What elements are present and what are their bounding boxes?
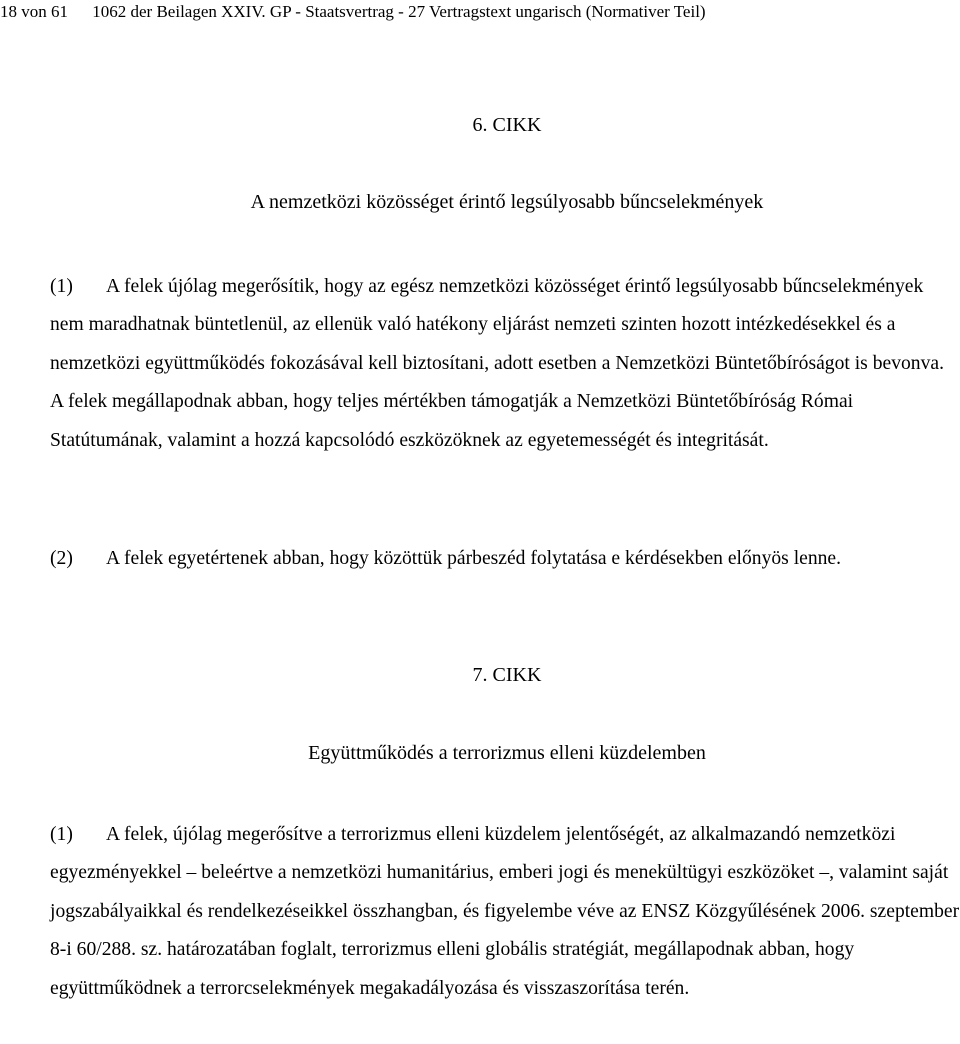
- paragraph-number: (1): [50, 276, 73, 297]
- paragraph-text: A felek, újólag megerősítve a terrorizmus elleni küzdelem jelentőségét, az alkalmazandó nemzetközi egyezményekkel – beleértve a nemzetközi humanitárius, emberi jogi és menekültügyi eszközöket –, valamint saját jogszabályaikkal és rendelkezéseikkel összhangban, és figyelembe véve az ENSZ Közgyűlésének 2006. szeptember 8-i 60/288. sz. határozatában foglalt, terrorizmus elleni globális stratégiát, megállapodnak abban, hogy együttműködnek a terrorcselekmények megakadályozása és visszaszorítása terén.: [50, 824, 960, 999]
- article-6-paragraph-1: [50, 268, 960, 460]
- article-6-title: A nemzetközi közösséget érintő legsúlyosabb bűncselekmények: [250, 191, 764, 213]
- article-7-paragraph-1: [50, 816, 960, 1008]
- article-7-number: 7. CIKK: [472, 664, 542, 686]
- page-number: 18 von 61: [0, 2, 68, 21]
- paragraph-text: A felek egyetértenek abban, hogy közöttük párbeszéd folytatása e kérdésekben előnyös lenne.: [106, 548, 842, 569]
- article-6-number: 6. CIKK: [472, 114, 542, 136]
- article-7-title: Együttműködés a terrorizmus elleni küzdelemben: [308, 742, 706, 764]
- paragraph-number: (1): [50, 824, 73, 845]
- article-6-paragraph-2: [50, 540, 960, 578]
- paragraph-number: (2): [50, 548, 73, 569]
- document-title: 1062 der Beilagen XXIV. GP - Staatsvertrag - 27 Vertragstext ungarisch (Normativer Teil): [92, 2, 706, 21]
- paragraph-text: A felek újólag megerősítik, hogy az egész nemzetközi közösséget érintő legsúlyosabb bűncselekmények nem maradhatnak büntetlenül, az ellenük való hatékony eljárást nemzeti szinten hozott intézkedésekkel és a nemzetközi együttműködés fokozásával kell biztosítani, adott esetben a Nemzetközi Büntetőbíróságot is bevonva. A felek megállapodnak abban, hogy teljes mértékben támogatják a Nemzetközi Büntetőbíróság Római Statútumának, valamint a hozzá kapcsolódó eszközöknek az egyetemességét és integritását.: [50, 276, 944, 451]
- page-header: [0, 2, 706, 22]
